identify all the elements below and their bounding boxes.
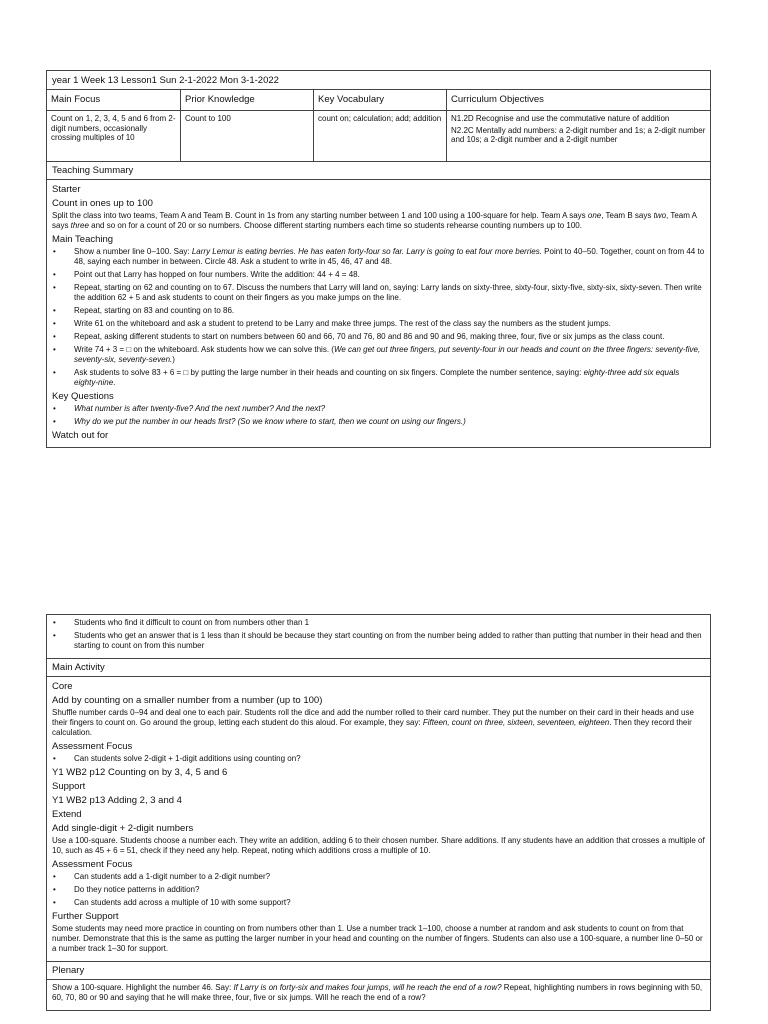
teaching-summary-body <box>47 180 710 447</box>
lesson-plan-page-2 <box>46 614 711 1011</box>
core-label: Core <box>52 681 73 692</box>
info-row <box>47 111 710 162</box>
further-support-label: Further Support <box>52 911 119 922</box>
starter-title: Count in ones up to 100 <box>52 198 153 209</box>
plenary-text: Show a 100-square. Highlight the number 46. Say: If Larry is on forty-six and makes four jumps, will he reach the end of a row? Repeat, highlighting numbers in rows beginning with 50, 60, 70, 80 or 90 and saying that he will make three, four, five or six jumps. Will he reach the end of a row? <box>52 983 703 1002</box>
starter-text: Split the class into two teams, Team A and Team B. Count in 1s from any starting number between 1 and 100 using a 100-square for help. Team A says one, Team B says two, Team A says three and so on for a count of 20 or so numbers. Choose different starting numbers each time so students rehearse counting numbers up to 100. <box>52 211 697 230</box>
key-questions-label: Key Questions <box>52 391 114 402</box>
header-row <box>47 90 710 111</box>
list-item: • Show a number line 0–100. Say: Larry Lemur is eating berries. He has eaten forty-four so far. Larry is going to eat four more berries. Point to 40–50. Together, count on from 44 to 48, saying each number in between. Circle 48. Ask a student to write in 45, 46, 47 and 48. <box>52 247 705 267</box>
main-focus-header: Main Focus <box>47 90 181 110</box>
list-item: • Write 74 + 3 = □ on the whiteboard. Ask students how we can solve this. (We can get out three fingers, put seventy-four in our heads and count on the three fingers: seventy-five, seventy-six, seventy-seven.) <box>52 345 705 365</box>
prior-knowledge-cell: Count to 100 <box>181 111 314 161</box>
key-questions-list <box>52 404 705 427</box>
extend-title: Add single-digit + 2-digit numbers <box>52 823 194 834</box>
list-item: • Write 61 on the whiteboard and ask a student to pretend to be Larry and make three jumps. The rest of the class say the numbers as the student jumps. <box>52 319 705 329</box>
assessment-focus-label: Assessment Focus <box>52 741 133 752</box>
plenary-body <box>47 980 710 1010</box>
main-focus-cell: Count on 1, 2, 3, 4, 5 and 6 from 2-digit numbers, occasionally crossing multiples of 10 <box>47 111 181 161</box>
further-support-text: Some students may need more practice in counting on from numbers other than 1. Use a number track 1–100, choose a number at random and ask students to count on from that number. Demonstrate that this is the same as putting the larger number in your head and counting on the number of fingers. Students can also use a 100-square, a number line 0–50 or a number track 1–30 for support. <box>52 924 703 953</box>
list-item: • Why do we put the number in our heads first? (So we know where to start, then we count on using our fingers.) <box>52 417 705 427</box>
list-item: • Can students add a 1-digit number to a 2-digit number? <box>52 872 705 882</box>
list-item: • Repeat, starting on 62 and counting on to 67. Discuss the numbers that Larry will land on, saying: Larry lands on sixty-three, sixty-four, sixty-five, sixty-six, sixty-seven. Then write the addition 62 + 5 and ask students to count on their fingers as you make jumps on the line. <box>52 283 705 303</box>
curriculum-objectives-cell <box>447 111 710 161</box>
key-vocabulary-header: Key Vocabulary <box>314 90 447 110</box>
watch-out-list <box>52 618 705 651</box>
lesson-plan-page-1 <box>46 70 711 448</box>
core-text: Shuffle number cards 0–94 and deal one to each pair. Students roll the dice and add the number rolled to their card number. They put the number on their card in their heads and use their fingers to count on. Go around the group, letting each student do this aloud. For example, they say: Fifteen, count on three, sixteen, seventeen, eighteen. Then they record their calculation. <box>52 708 694 737</box>
core-workbook-ref: Y1 WB2 p12 Counting on by 3, 4, 5 and 6 <box>52 767 228 778</box>
list-item: • Students who get an answer that is 1 less than it should be because they start counting on from the number being added to rather than putting that number in their head and then starting to count on from this number <box>52 631 705 651</box>
list-item: • Repeat, asking different students to start on numbers between 60 and 66, 70 and 76, 80 and 86 and 90 and 96, making three, four, five or six jumps as the class count. <box>52 332 705 342</box>
assessment-list-extend <box>52 872 705 908</box>
main-activity-heading: Main Activity <box>47 659 710 677</box>
plenary-heading: Plenary <box>47 962 710 980</box>
main-activity-body <box>47 677 710 962</box>
starter-label: Starter <box>52 184 81 195</box>
list-item: • Can students add across a multiple of 10 with some support? <box>52 898 705 908</box>
objective-item: N2.2C Mentally add numbers: a 2-digit number and 1s; a 2-digit number and 10s; a 2-digit number and a 2-digit number <box>451 125 706 145</box>
list-item: • Can students solve 2-digit + 1-digit additions using counting on? <box>52 754 705 764</box>
main-teaching-label: Main Teaching <box>52 234 114 245</box>
core-title: Add by counting on a smaller number from a number (up to 100) <box>52 695 323 706</box>
extend-label: Extend <box>52 809 82 820</box>
assessment-focus-label: Assessment Focus <box>52 859 133 870</box>
list-item: • Students who find it difficult to count on from numbers other than 1 <box>52 618 705 628</box>
extend-text: Use a 100-square. Students choose a number each. They write an addition, adding 6 to their chosen number. Share additions. If any students have an addition that crosses a multiple of 10, such as 45 + 6 = 51, check if they need any help. Repeat, noting which additions cross a multiple of 10. <box>52 836 705 855</box>
list-item: • What number is after twenty-five? And the next number? And the next? <box>52 404 705 414</box>
list-item: • Ask students to solve 83 + 6 = □ by putting the large number in their heads and counting on six fingers. Complete the number sentence, saying: eighty-three add six equals eighty-nine. <box>52 368 705 388</box>
teaching-summary-heading: Teaching Summary <box>47 162 710 180</box>
prior-knowledge-header: Prior Knowledge <box>181 90 314 110</box>
key-vocabulary-cell: count on; calculation; add; addition <box>314 111 447 161</box>
lesson-title: year 1 Week 13 Lesson1 Sun 2-1-2022 Mon 3-1-2022 <box>47 71 710 90</box>
support-label: Support <box>52 781 86 792</box>
list-item: • Do they notice patterns in addition? <box>52 885 705 895</box>
main-teaching-list <box>52 247 705 388</box>
list-item: • Point out that Larry has hopped on four numbers. Write the addition: 44 + 4 = 48. <box>52 270 705 280</box>
watch-out-label: Watch out for <box>52 430 109 441</box>
objective-item: N1.2D Recognise and use the commutative nature of addition <box>451 114 670 123</box>
assessment-list-core <box>52 754 705 764</box>
watch-out-list-block <box>47 615 710 659</box>
curriculum-objectives-header: Curriculum Objectives <box>451 94 544 105</box>
support-workbook-ref: Y1 WB2 p13 Adding 2, 3 and 4 <box>52 795 182 806</box>
list-item: • Repeat, starting on 83 and counting on to 86. <box>52 306 705 316</box>
